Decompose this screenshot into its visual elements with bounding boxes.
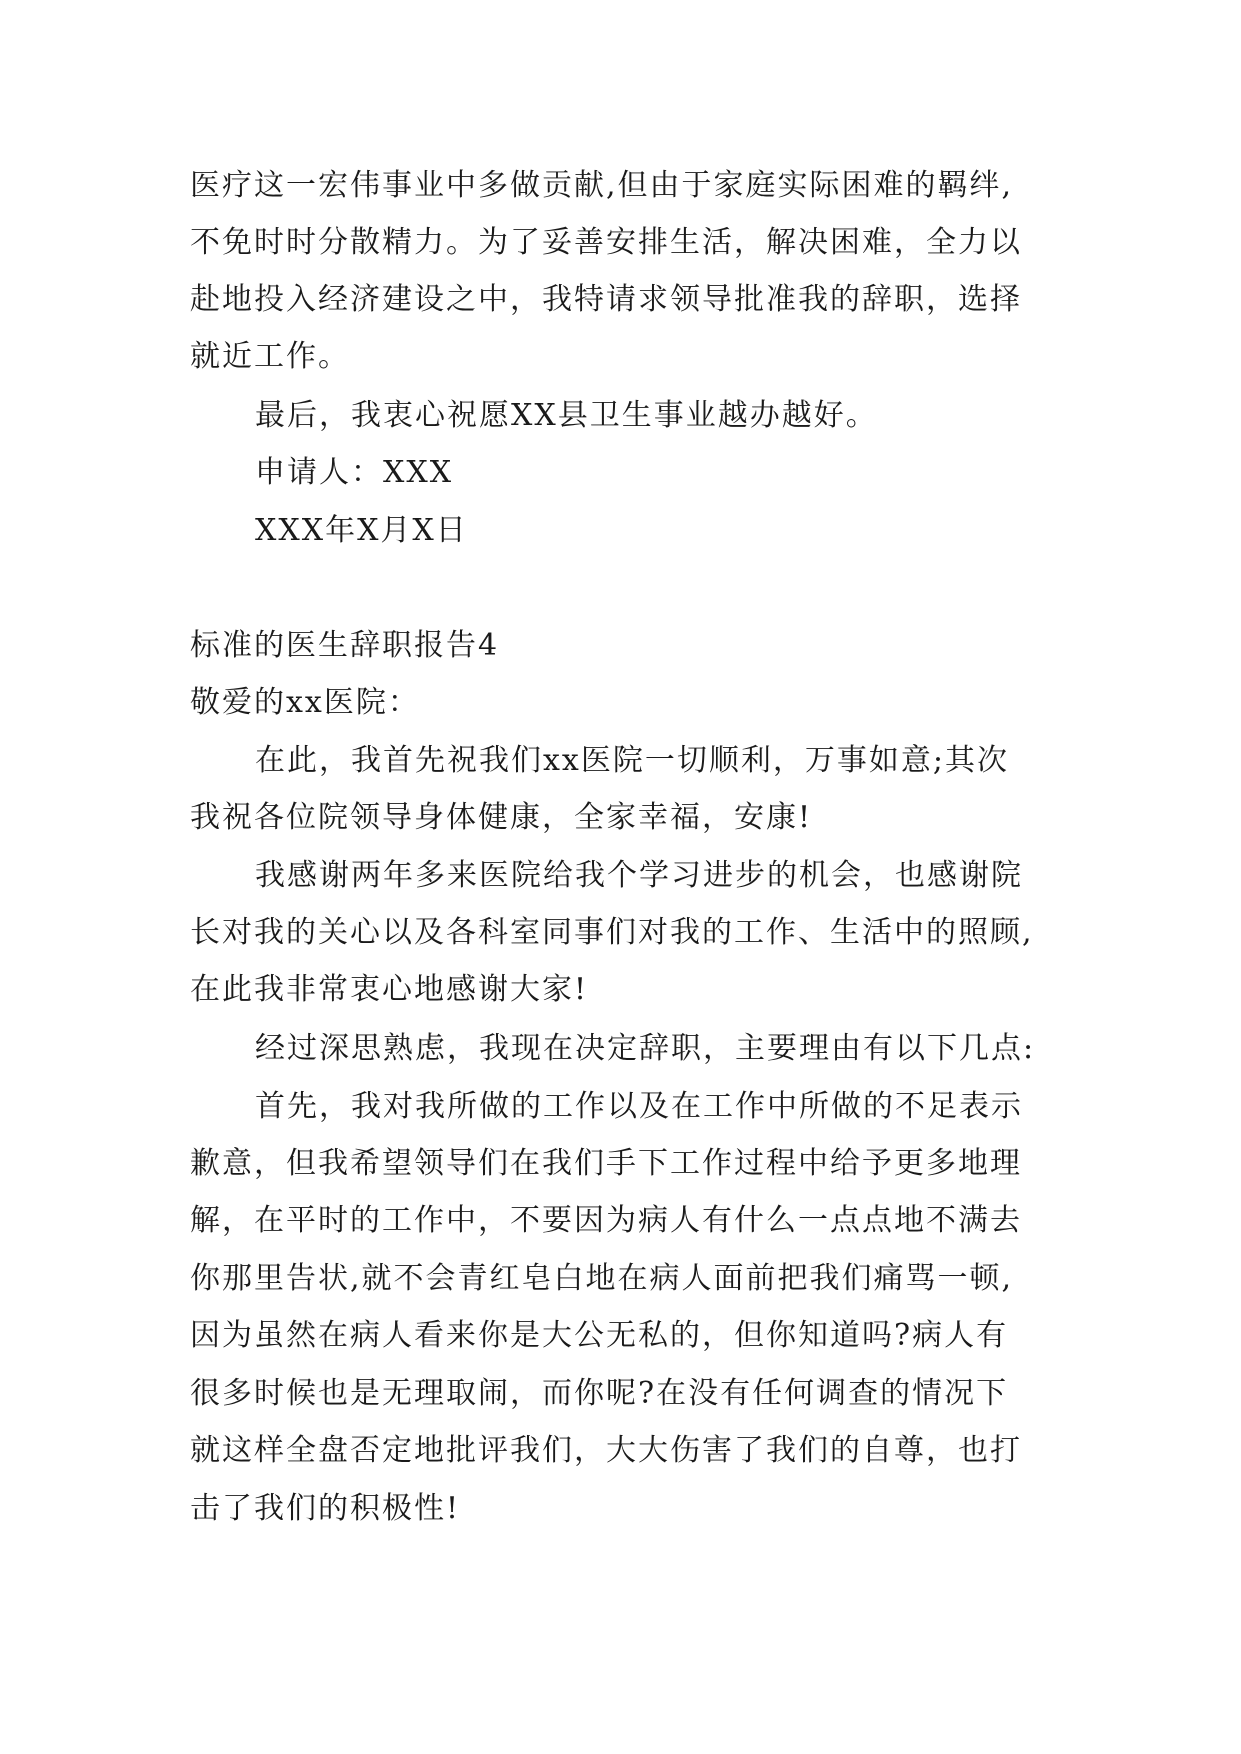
paragraph-line: 就近工作。 (190, 339, 350, 374)
section-title: 标准的医生辞职报告4 (190, 628, 500, 663)
paragraph-line: 医疗这一宏伟事业中多做贡献,但由于家庭实际困难的羁绊, (190, 168, 1014, 203)
paragraph-line: 击了我们的积极性! (190, 1491, 461, 1526)
paragraph-line: 长对我的关心以及各科室同事们对我的工作、生活中的照顾, (190, 915, 1034, 950)
paragraph-line: 很多时候也是无理取闹，而你呢?在没有任何调查的情况下 (190, 1376, 1009, 1411)
paragraph-line: 就这样全盘否定地批评我们，大大伤害了我们的自尊，也打 (190, 1433, 1022, 1468)
paragraph-line: 解，在平时的工作中，不要因为病人有什么一点点地不满去 (190, 1203, 1022, 1238)
paragraph-line: 我祝各位院领导身体健康，全家幸福，安康! (190, 800, 813, 835)
paragraph-line: 在此我非常衷心地感谢大家! (190, 972, 589, 1007)
closing-wish: 最后，我衷心祝愿XX县卫生事业越办越好。 (255, 398, 878, 433)
paragraph-line: 我感谢两年多来医院给我个学习进步的机会，也感谢院 (255, 858, 1023, 893)
paragraph-line: 你那里告状,就不会青红皂白地在病人面前把我们痛骂一顿, (190, 1261, 1014, 1296)
applicant-signature: 申请人：XXX (255, 455, 454, 490)
paragraph-line: 赴地投入经济建设之中，我特请求领导批准我的辞职，选择 (190, 282, 1022, 317)
paragraph-line: 在此，我首先祝我们xx医院一切顺利，万事如意;其次 (255, 743, 1009, 778)
paragraph-line: 歉意，但我希望领导们在我们手下工作过程中给予更多地理 (190, 1146, 1022, 1181)
paragraph-line: 不免时时分散精力。为了妥善安排生活，解决困难，全力以 (190, 225, 1022, 260)
signature-date: XXX年X月X日 (255, 513, 468, 548)
paragraph-line: 因为虽然在病人看来你是大公无私的，但你知道吗?病人有 (190, 1318, 1009, 1353)
paragraph-line: 首先，我对我所做的工作以及在工作中所做的不足表示 (255, 1089, 1023, 1124)
paragraph-line: 经过深思熟虑，我现在决定辞职，主要理由有以下几点: (255, 1031, 1036, 1066)
salutation: 敬爱的xx医院： (190, 685, 420, 720)
